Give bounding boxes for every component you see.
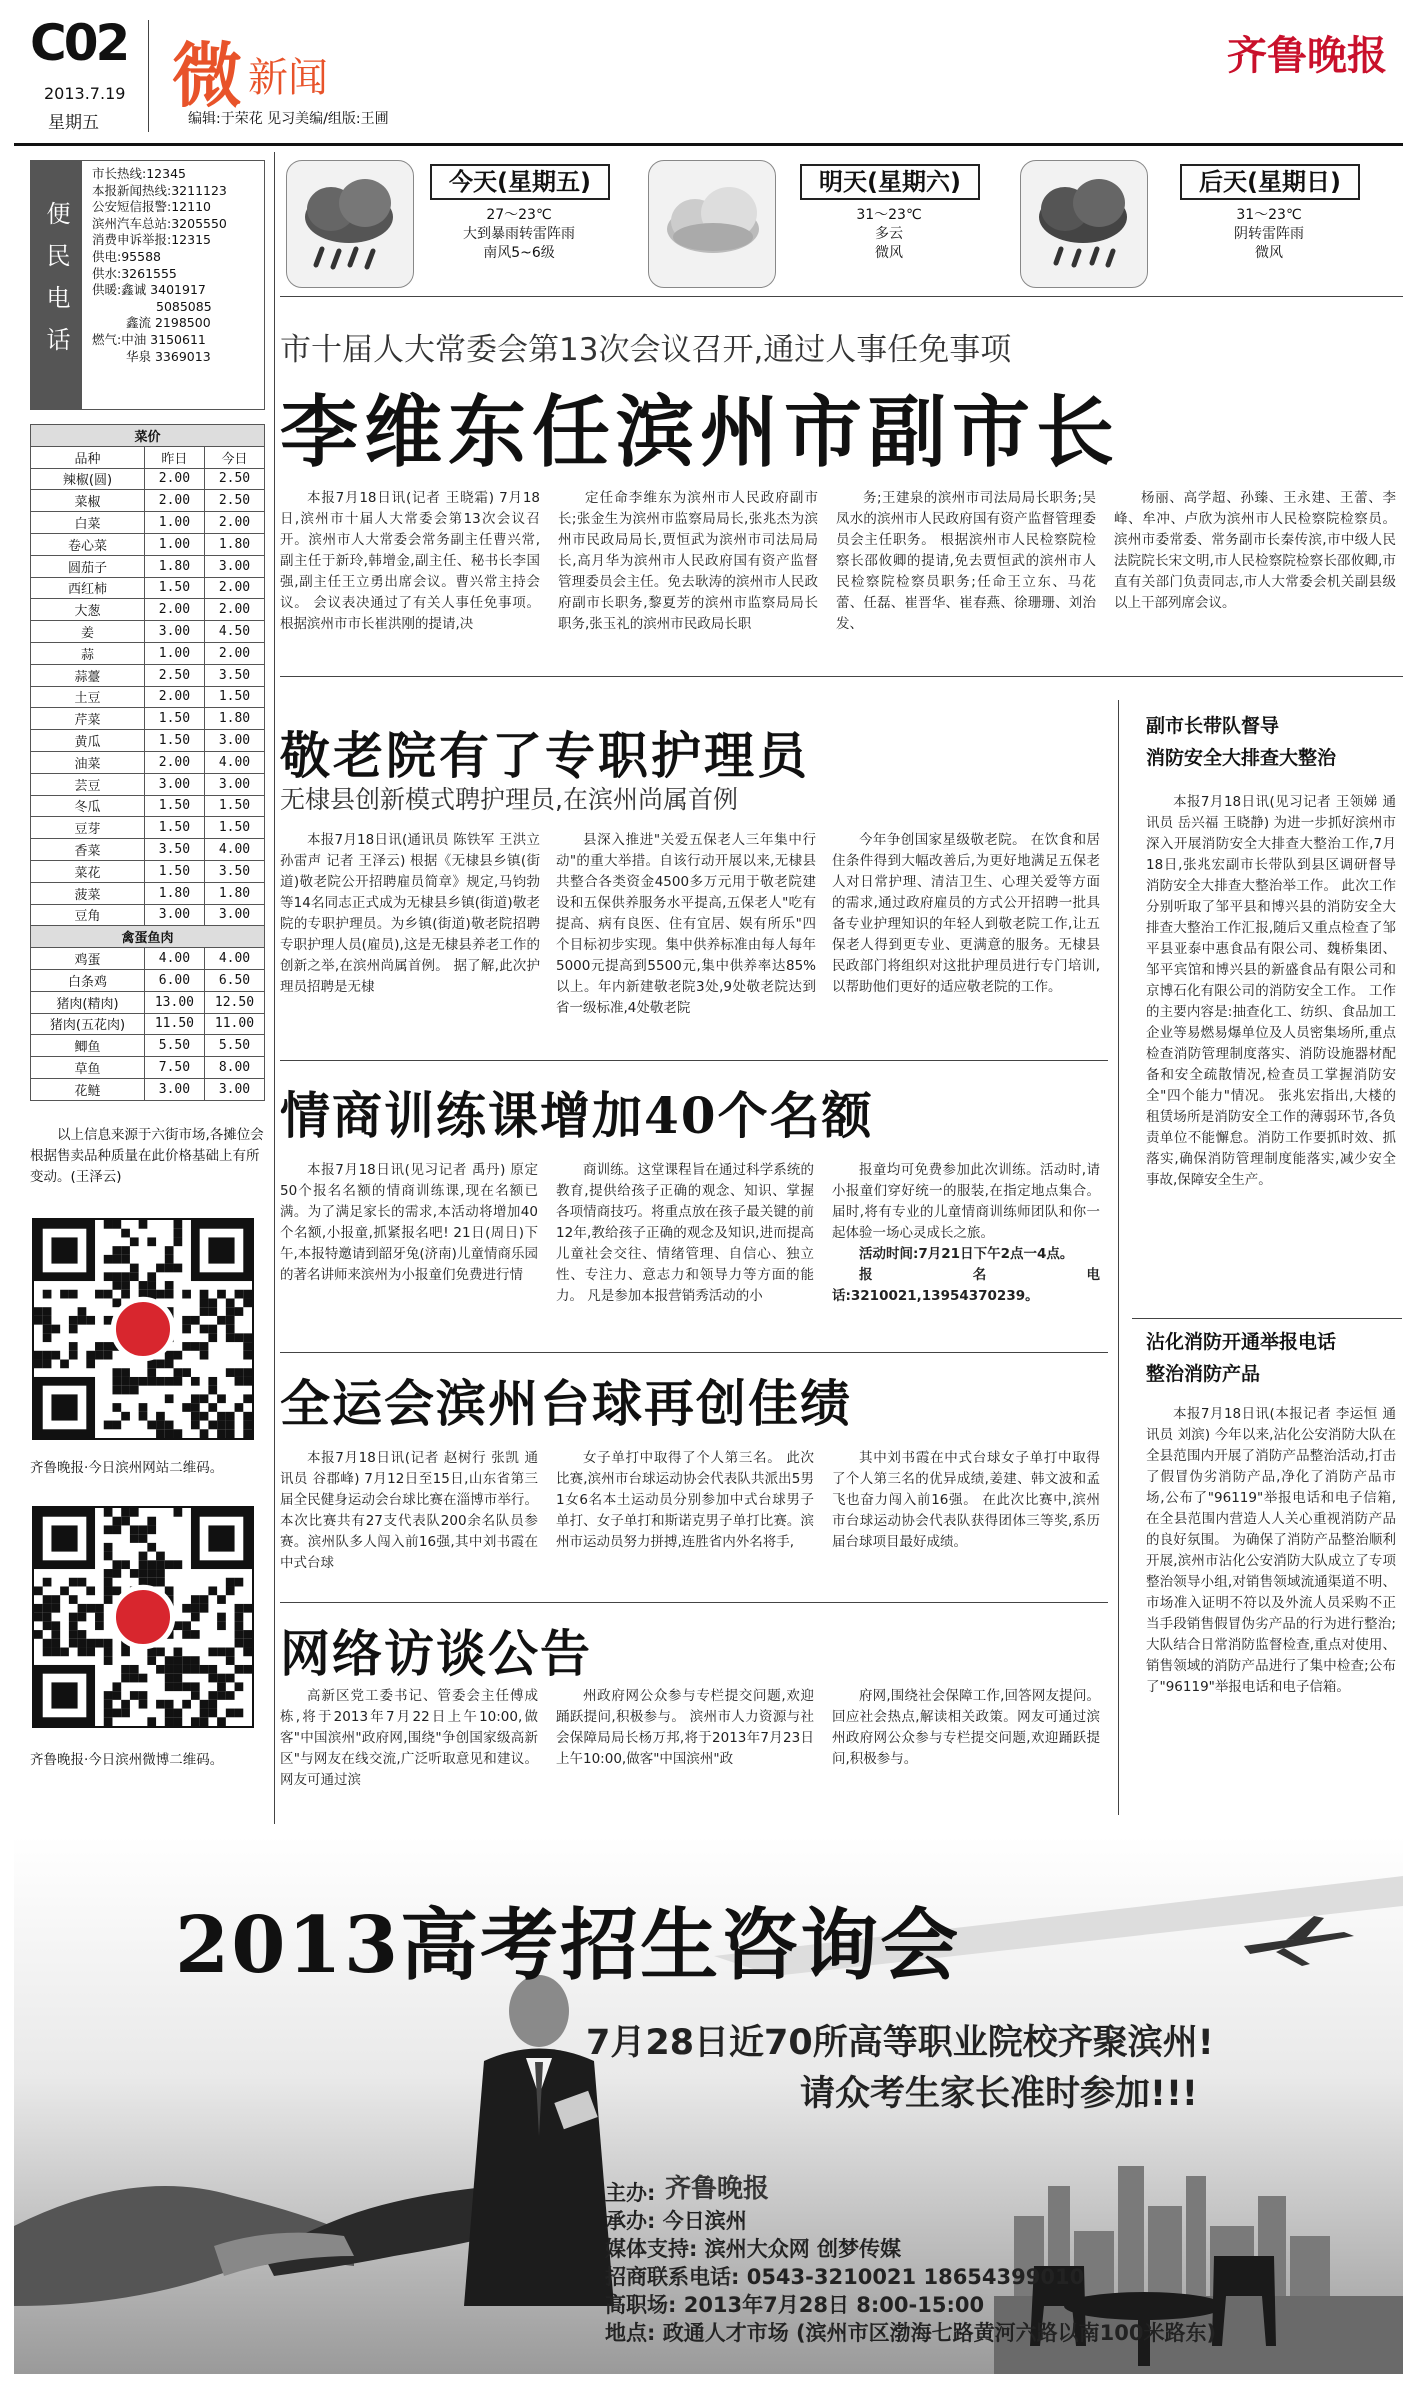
hotline-item: 滨州汽车总站:3205550 <box>92 215 227 231</box>
billiards-col-3: 其中刘书霞在中式台球女子单打中取得了个人第三名的优异成绩,姜建、韩文波和孟飞也奋力闯入前16强。 在此次比赛中,滨州市台球运动协会代表队获得团体三等奖,系历届台球项目最好成绩。 <box>832 1450 1100 1550</box>
price-cell: 5.50 <box>144 1035 204 1057</box>
price-cell: 禽蛋鱼肉 <box>31 926 265 948</box>
price-cell: 3.00 <box>204 1078 264 1100</box>
side1-title-2: 消防安全大排查大整治 <box>1146 747 1337 769</box>
header-rule <box>14 143 1403 146</box>
price-cell: 菠菜 <box>31 882 145 904</box>
price-row <box>31 926 265 948</box>
price-cell: 1.50 <box>144 577 204 599</box>
price-cell: 2.00 <box>204 577 264 599</box>
ad-title: 2013高考招生咨询会 <box>175 1900 961 1991</box>
price-row <box>31 512 265 534</box>
billiards-col-1: 本报7月18日讯(记者 赵树行 张凯 通讯员 谷郡峰) 7月12日至15日,山东省第三届全民健身运动会台球比赛在淄博市举行。本次比赛共有27支代表队200余名队员参赛。滨州队多人闯入前16强,其中刘书霞在中式台球 <box>280 1450 538 1571</box>
ad-subtitle-1: 7月28日近70所高等职业院校齐聚滨州! <box>586 2023 1214 2063</box>
price-cell: 3.50 <box>204 860 264 882</box>
aged-col-1: 本报7月18日讯(通讯员 陈铁军 王洪立 孙雷声 记者 王泽云) 根据《无棣县乡镇(街道)敬老院公开招聘雇员简章》规定,马钧勃等14名同志正式成为无棣县乡镇(街道)敬老院的专职护理员。为乡镇(街道)敬老院招聘专职护理人员(雇员),这是无棣县养老工作的创新之举,在滨州尚属首例。 据了解,此次护理员招聘是无棣 <box>280 832 540 995</box>
price-row <box>31 555 265 577</box>
price-cell: 4.00 <box>204 839 264 861</box>
notice-col-1: 高新区党工委书记、管委会主任傅成栋,将于2013年7月22日上午10:00,做客"中国滨州"政府网,围绕"争创国家级高新区"与网友在线交流,广泛听取意见和建议。网友可通过滨 <box>280 1688 538 1788</box>
weather-temp: 27～23℃ <box>486 207 552 223</box>
price-row <box>31 860 265 882</box>
sidebar-divider <box>1118 700 1119 1815</box>
issue-date: 2013.7.19 <box>44 84 126 103</box>
cloudy-icon <box>648 160 776 288</box>
price-cell: 品种 <box>31 446 145 468</box>
price-table-header <box>31 446 265 468</box>
thunder-shower-icon <box>1020 160 1148 288</box>
aged-col-3: 今年争创国家星级敬老院。 在饮食和居住条件得到大幅改善后,为更好地满足五保老人对日常护理、清洁卫生、心理关爱等方面的需求,通过政府雇员的方式公开招聘一批具备专业护理知识的年轻人到敬老院工作,让五保老人得到更专业、更满意的服务。无棣县民政部门将组织对这批护理员进行专门培训,以帮助他们更好的适应敬老院的工作。 <box>832 832 1100 995</box>
price-row <box>31 969 265 991</box>
price-cell: 1.50 <box>144 817 204 839</box>
price-cell: 卷心菜 <box>31 533 145 555</box>
header-divider <box>148 20 149 132</box>
price-row <box>31 882 265 904</box>
price-cell: 1.50 <box>204 795 264 817</box>
ad-phone: 招商联系电话: 0543-3210021 18654399010 <box>605 2265 1085 2289</box>
weather-day-info <box>804 206 974 263</box>
price-cell: 3.00 <box>204 555 264 577</box>
handshake-image <box>14 2186 494 2306</box>
price-cell: 猪肉(五花肉) <box>31 1013 145 1035</box>
weather-wind: 南风5~6级 <box>483 245 555 261</box>
hotline-item: 供水:3261555 <box>92 265 177 281</box>
price-row <box>31 1078 265 1100</box>
price-cell: 7.50 <box>144 1057 204 1079</box>
price-cell: 1.80 <box>204 533 264 555</box>
price-cell: 3.00 <box>144 904 204 926</box>
weather-temp: 31～23℃ <box>856 207 922 223</box>
weather-desc: 多云 <box>875 226 903 242</box>
hotline-item: 燃气:中油 3150611 <box>92 331 206 347</box>
price-row <box>31 1013 265 1035</box>
hotline-tag: 便民电话 <box>30 160 82 410</box>
price-row <box>31 533 265 555</box>
ad-place: 地点: 政通人才市场 (滨州市区渤海七路黄河六路以南100米路东) <box>605 2321 1217 2345</box>
price-cell: 3.00 <box>204 773 264 795</box>
hotline-item: 5085085 <box>156 298 212 314</box>
hotline-item: 鑫流 2198500 <box>126 315 211 331</box>
website-qr-code[interactable] <box>32 1218 254 1440</box>
price-cell: 4.00 <box>204 751 264 773</box>
price-cell: 黄瓜 <box>31 730 145 752</box>
price-cell: 11.50 <box>144 1013 204 1035</box>
price-cell: 6.50 <box>204 969 264 991</box>
price-cell: 2.00 <box>144 751 204 773</box>
price-row <box>31 751 265 773</box>
price-cell: 蒜薹 <box>31 664 145 686</box>
price-cell: 3.50 <box>204 664 264 686</box>
ad-subtitle-2: 请众考生家长准时参加!!! <box>800 2074 1198 2114</box>
price-cell: 菜花 <box>31 860 145 882</box>
notice-col-2: 州政府网公众参与专栏提交问题,欢迎踊跃提问,积极参与。 滨州市人力资源与社会保障局局长杨万邦,将于2013年7月23日上午10:00,做客"中国滨州"政 <box>556 1688 814 1767</box>
price-cell: 猪肉(精肉) <box>31 991 145 1013</box>
price-cell: 圆茄子 <box>31 555 145 577</box>
price-row <box>31 490 265 512</box>
price-table <box>30 424 265 1101</box>
hotline-item: 华泉 3369013 <box>126 348 211 364</box>
price-row <box>31 730 265 752</box>
hotline-item: 供电:95588 <box>92 248 161 264</box>
column-divider <box>274 152 275 1824</box>
price-cell: 花鲢 <box>31 1078 145 1100</box>
billiards-headline: 全运会滨州台球再创佳绩 <box>280 1374 852 1433</box>
price-cell: 2.00 <box>144 686 204 708</box>
price-cell: 4.00 <box>144 948 204 970</box>
price-cell: 2.50 <box>204 468 264 490</box>
side2-body: 本报7月18日讯(本报记者 李运恒 通讯员 刘滨) 今年以来,沾化公安消防大队在全县范围内开展了消防产品整治活动,打击了假冒伪劣消防产品,净化了消防产品市场,公布了"96119"举报电话和电子信箱,在全县范围内营造人人关心重视消防产品的良好氛围。 为确保了消防产品整治顺利开展,滨州市沾化公安消防大队成立了专项整治领导小组,对销售领域流通渠道不明、市场准入证明不符以及外流人员采购不正当手段销售假冒伪劣产品的行为进行整治;大队结合日常消防监督检查,重点对使用、销售领域的消防产品进行了集中检查;公布了"96119"举报电话和电子信箱。 <box>1146 1406 1396 1695</box>
weather-day-info <box>434 206 604 263</box>
hotline-list <box>92 166 262 365</box>
price-row <box>31 1057 265 1079</box>
price-cell: 鸡蛋 <box>31 948 145 970</box>
price-cell: 3.00 <box>144 773 204 795</box>
aged-headline: 敬老院有了专职护理员 <box>280 726 810 785</box>
section-rule <box>280 1060 1108 1061</box>
lead-kicker: 市十届人大常委会第13次会议召开,通过人事任免事项 <box>280 332 1012 368</box>
price-cell: 5.50 <box>204 1035 264 1057</box>
price-cell: 3.00 <box>204 904 264 926</box>
eq-phone: 报名电话:3210021,13954370239。 <box>832 1267 1100 1304</box>
weibo-qr-caption: 齐鲁晚报·今日滨州微博二维码。 <box>30 1752 224 1768</box>
weather-temp: 31～23℃ <box>1236 207 1302 223</box>
ad-time: 高职场: 2013年7月28日 8:00-15:00 <box>605 2293 985 2317</box>
section-rule <box>280 1352 1108 1353</box>
price-row <box>31 686 265 708</box>
price-cell: 2.00 <box>144 599 204 621</box>
lead-headline: 李维东任滨州市副市长 <box>280 387 1121 478</box>
hotline-item: 供暖:鑫诚 3401917 <box>92 282 206 298</box>
eq-headline: 情商训练课增加40个名额 <box>280 1086 874 1145</box>
price-cell: 2.50 <box>204 490 264 512</box>
side2-title-2: 整治消防产品 <box>1146 1363 1261 1385</box>
price-row <box>31 839 265 861</box>
price-cell: 2.00 <box>204 599 264 621</box>
eq-time: 活动时间:7月21日下午2点一4点。 <box>859 1246 1074 1262</box>
price-cell: 1.50 <box>204 817 264 839</box>
price-source-note: 以上信息来源于六街市场,各摊位会根据售卖品种质量在此价格基础上有所变动。(王泽云) <box>30 1127 264 1185</box>
price-row <box>31 642 265 664</box>
side-rule <box>1132 1318 1402 1319</box>
price-cell: 2.00 <box>204 512 264 534</box>
issue-weekday: 星期五 <box>48 113 99 133</box>
ad-host-logo: 齐鲁晚报 <box>665 2174 770 2204</box>
side1-body: 本报7月18日讯(见习记者 王领娣 通讯员 岳兴福 王晓静) 为进一步抓好滨州市深入开展消防安全大排查大整治工作,7月18日,张兆宏副市长带队到县区调研督导消防安全大排查大整治举工作。 此次工作分别听取了邹平县和博兴县的消防安全大排查大整治工作汇报,随后又重点检查了邹平县亚泰中惠食品有限公司、魏桥集团、邹平宾馆和博兴县的新盛食品有限公司和京博石化有限公司的消防安全工作。 工作的主要内容是:抽查化工、纺织、食品加工企业等易燃易爆单位及人员密集场所,重点检查消防管理制度落实、消防设施器材配备和安全疏散情况,检查员工掌握消防安全"四个能力"情况。 张兆宏指出,大楼的租赁场所是消防安全工作的薄弱环节,各负责单位不能懈怠。消防工作要抓时效、抓落实,确保消防管理制度能落实,减少安全事故,保障安全生产。 <box>1146 794 1396 1188</box>
price-cell: 2.00 <box>144 468 204 490</box>
price-cell: 1.80 <box>144 882 204 904</box>
weather-wind: 微风 <box>1255 245 1283 261</box>
price-cell: 油菜 <box>31 751 145 773</box>
ad-organizer: 承办: 今日滨州 <box>605 2209 747 2233</box>
price-cell: 香菜 <box>31 839 145 861</box>
price-row <box>31 621 265 643</box>
editor-credits: 编辑:于荣花 见习美编/组版:王圃 <box>188 111 389 127</box>
lead-col-1: 本报7月18日讯(记者 王晓霜) 7月18日,滨州市十届人大常委会第13次会议召开。滨州市人大常委会常务副主任曹兴常,副主任于新玲,韩增金,副主任、秘书长李国强,副主任王立勇出席会议。曹兴常主持会议。 会议表决通过了有关人事任免事项。根据滨州市市长崔洪刚的提请,决 <box>280 490 540 632</box>
ad-host-label: 主办: <box>605 2181 656 2205</box>
price-cell: 菜价 <box>31 425 265 447</box>
price-cell: 芹菜 <box>31 708 145 730</box>
price-cell: 大葱 <box>31 599 145 621</box>
price-cell: 1.50 <box>144 730 204 752</box>
weather-day-title: 明天(星期六) <box>800 164 980 200</box>
hotline-item: 消费申诉举报:12315 <box>92 232 211 248</box>
price-cell: 2.00 <box>144 490 204 512</box>
price-cell: 土豆 <box>31 686 145 708</box>
price-row <box>31 468 265 490</box>
price-cell: 冬瓜 <box>31 795 145 817</box>
price-cell: 1.50 <box>204 686 264 708</box>
price-cell: 菜椒 <box>31 490 145 512</box>
aged-col-2: 县深入推进"关爱五保老人三年集中行动"的重大举措。自该行动开展以来,无棣县共整合各类资金4500多万元用于敬老院建设和五保供养服务水平提高,五保老人"吃有提高、病有良医、住有宜居、娱有所乐"四个目标初步实现。集中供养标准由每人每年5000元提高到5500元,集中供养率达85%以上。年内新建敬老院3处,9处敬老院达到省一级标准,4处敬老院 <box>556 832 816 1016</box>
price-cell: 12.50 <box>204 991 264 1013</box>
price-cell: 白条鸡 <box>31 969 145 991</box>
billiards-col-2: 女子单打中取得了个人第三名。 此次比赛,滨州市台球运动协会代表队共派出5男1女6名本土运动员分别参加中式台球男子单打、女子单打和斯诺克男子单打比赛。滨州市运动员努力拼搏,连胜省内外名将手, <box>556 1450 814 1550</box>
price-row <box>31 795 265 817</box>
hotline-item: 市长热线:12345 <box>92 166 186 181</box>
price-row <box>31 1035 265 1057</box>
price-cell: 8.00 <box>204 1057 264 1079</box>
price-cell: 4.00 <box>204 948 264 970</box>
price-row <box>31 708 265 730</box>
notice-col-3: 府网,围绕社会保障工作,回答网友提问。回应社会热点,解读相关政策。网友可通过滨州政府网公众参与专栏提交问题,欢迎踊跃提问,积极参与。 <box>832 1688 1100 1767</box>
price-cell: 2.00 <box>204 642 264 664</box>
hotline-item: 本报新闻热线:3211123 <box>92 182 227 198</box>
weather-day-title: 今天(星期五) <box>430 164 610 200</box>
airplane-icon <box>1244 1916 1354 1966</box>
section-rule <box>280 1602 1108 1603</box>
price-cell: 3.00 <box>144 621 204 643</box>
price-cell: 1.80 <box>144 555 204 577</box>
lead-rule <box>280 676 1403 677</box>
price-row <box>31 773 265 795</box>
price-cell: 3.00 <box>144 1078 204 1100</box>
logo-icon <box>113 1299 172 1358</box>
price-cell: 鲫鱼 <box>31 1035 145 1057</box>
price-cell: 草鱼 <box>31 1057 145 1079</box>
weather-day-info <box>1184 206 1354 263</box>
price-cell: 昨日 <box>144 446 204 468</box>
side2-title-1: 沾化消防开通举报电话 <box>1146 1331 1337 1353</box>
weather-desc: 大到暴雨转雷阵雨 <box>463 226 575 242</box>
weather-day-title: 后天(星期日) <box>1180 164 1360 200</box>
price-row <box>31 664 265 686</box>
eq-col-1: 本报7月18日讯(见习记者 禹丹) 原定50个报名名额的情商训练课,现在名额已满。为了满足家长的需求,本活动将增加40个名额,小报童,抓紧报名吧! 21日(周日)下午,本报特邀请到韶牙兔(济南)儿童情商乐园的著名讲师来滨州为小报童们免费进行情 <box>280 1162 538 1283</box>
side1-title-1: 副市长带队督导 <box>1146 715 1280 737</box>
price-cell: 1.00 <box>144 642 204 664</box>
price-row <box>31 577 265 599</box>
newspaper-masthead: 齐鲁晚报 <box>1227 32 1387 79</box>
price-cell: 1.50 <box>144 860 204 882</box>
price-row <box>31 425 265 447</box>
column-logo-wei: 微 <box>172 34 242 117</box>
logo-icon <box>113 1587 172 1646</box>
price-cell: 蒜 <box>31 642 145 664</box>
price-cell: 芸豆 <box>31 773 145 795</box>
eq-col-2: 商训练。这堂课程旨在通过科学系统的教育,提供给孩子正确的观念、知识、掌握各项情商技巧。将重点放在孩子最关键的前12年,教给孩子正确的观念及知识,进而提高儿童社会交往、情绪管理、自信心、独立性、专注力、意志力和领导力等方面的能力。 凡是参加本报营销秀活动的小 <box>556 1162 814 1304</box>
price-cell: 3.50 <box>144 839 204 861</box>
price-cell: 白菜 <box>31 512 145 534</box>
price-row <box>31 817 265 839</box>
column-logo-news: 新闻 <box>248 55 328 101</box>
eq-col-3: 报童均可免费参加此次训练。活动时,请小报童们穿好统一的服装,在指定地点集合。届时,将有专业的儿童情商训练师团队和你一起体验一场心灵成长之旅。 活动时间:7月21日下午2点一4点。 报名电话:3210021,13954370239。 <box>832 1160 1100 1342</box>
price-cell: 1.80 <box>204 882 264 904</box>
price-cell: 13.00 <box>144 991 204 1013</box>
website-qr-caption: 齐鲁晚报·今日滨州网站二维码。 <box>30 1460 224 1476</box>
price-row <box>31 948 265 970</box>
price-cell: 1.50 <box>144 708 204 730</box>
lead-col-3: 务;王建泉的滨州市司法局局长职务;吴凤水的滨州市人民政府国有资产监督管理委员会主任职务。 根据滨州市人民检察院检察长邵攸卿的提请,免去贾恒武的滨州市人民检察院检察员职务;任命王立东、马花蕾、任磊、崔晋华、崔春燕、徐珊珊、刘治发、 <box>836 490 1096 632</box>
weather-desc: 阴转雷阵雨 <box>1234 226 1304 242</box>
aged-subtitle: 无棣县创新模式聘护理员,在滨州尚属首例 <box>280 785 738 814</box>
price-cell: 辣椒(圆) <box>31 468 145 490</box>
price-cell: 11.00 <box>204 1013 264 1035</box>
price-cell: 1.00 <box>144 512 204 534</box>
page-number: C02 <box>30 14 128 72</box>
price-cell: 1.80 <box>204 708 264 730</box>
price-cell: 豆芽 <box>31 817 145 839</box>
notice-headline: 网络访谈公告 <box>280 1624 592 1683</box>
weather-rule <box>280 296 1403 297</box>
price-cell: 2.50 <box>144 664 204 686</box>
price-cell: 1.50 <box>144 795 204 817</box>
price-cell: 姜 <box>31 621 145 643</box>
weibo-qr-code[interactable] <box>32 1506 254 1728</box>
lead-col-2: 定任命李维东为滨州市人民政府副市长;张金生为滨州市监察局局长,张兆杰为滨州市民政局局长,贾恒武为滨州市司法局局长,高月华为滨州市人民政府国有资产监督管理委员会主任。免去耿涛的滨州市人民政府副市长职务,黎夏芳的滨州市监察局局长职务,张玉礼的滨州市民政局长职 <box>558 490 818 632</box>
lead-col-4: 杨丽、高学超、孙臻、王永建、王蕾、李峰、牟冲、卢欣为滨州市人民检察院检察员。 滨州市委常委、常务副市长秦传滨,市中级人民法院院长宋文明,市人民检察院检察长邵攸卿,市直有关部门负责同志,市人大常委会机关副县级以上干部列席会议。 <box>1114 490 1396 611</box>
price-row <box>31 904 265 926</box>
price-cell: 1.00 <box>144 533 204 555</box>
price-cell: 豆角 <box>31 904 145 926</box>
ad-media: 媒体支持: 滨州大众网 创梦传媒 <box>605 2237 902 2261</box>
price-row <box>31 599 265 621</box>
price-cell: 今日 <box>204 446 264 468</box>
weather-wind: 微风 <box>875 245 903 261</box>
price-cell: 3.00 <box>204 730 264 752</box>
price-cell: 6.00 <box>144 969 204 991</box>
hotline-item: 公安短信报警:12110 <box>92 199 211 215</box>
rain-cloud-icon <box>286 160 414 288</box>
price-cell: 西红柿 <box>31 577 145 599</box>
price-row <box>31 991 265 1013</box>
price-cell: 4.50 <box>204 621 264 643</box>
